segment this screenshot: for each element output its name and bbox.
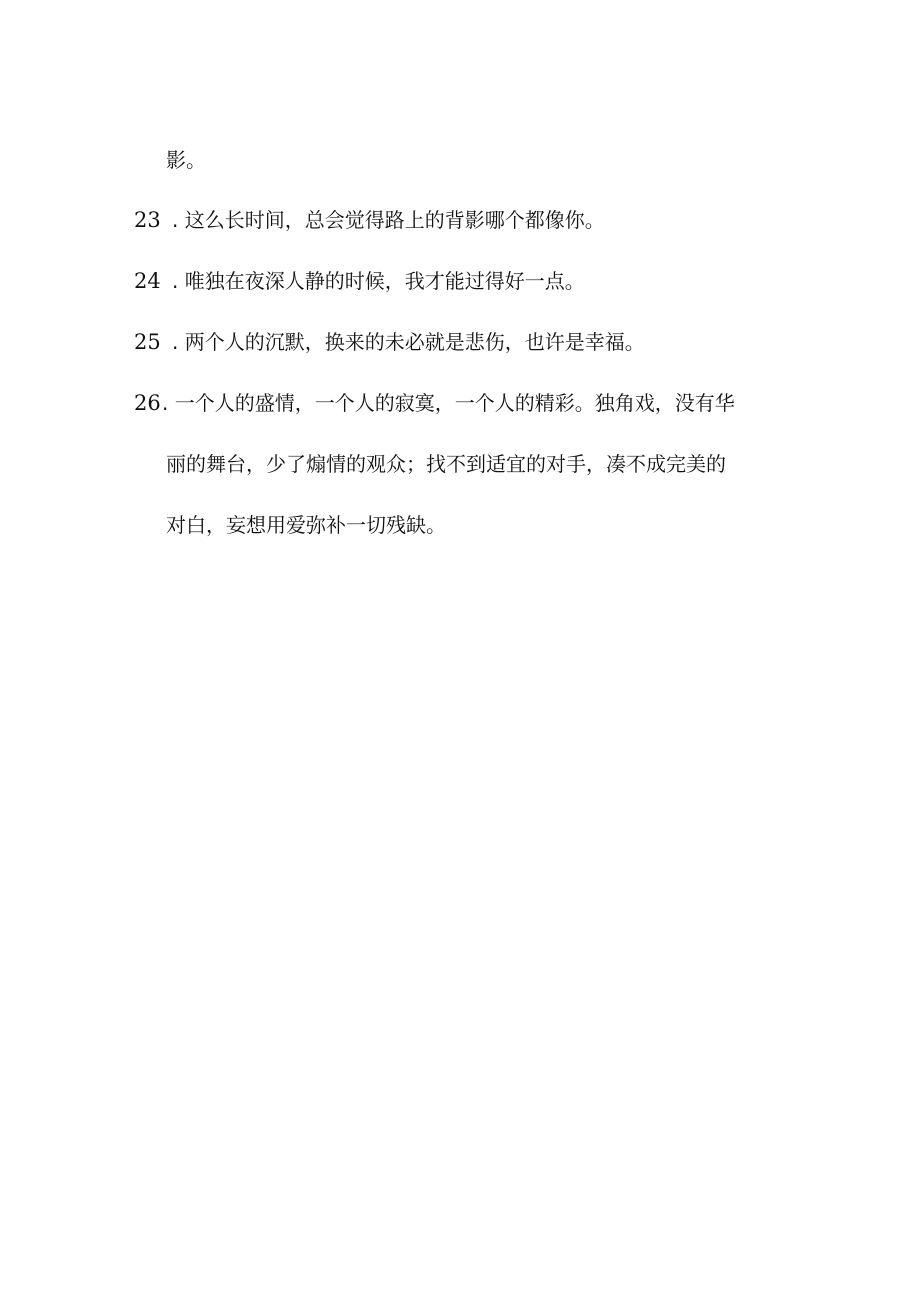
list-item-26-continuation bbox=[0, 444, 920, 484]
list-item-26 bbox=[0, 383, 920, 423]
item-text: . 这么长时间，总会觉得路上的背影哪个都像你。 bbox=[172, 208, 605, 232]
item-number: 26 bbox=[134, 391, 161, 415]
paragraph-continuation bbox=[0, 140, 920, 180]
list-item-24 bbox=[0, 261, 920, 301]
list-item-25 bbox=[0, 322, 920, 362]
list-item-26-continuation bbox=[0, 505, 920, 545]
item-text: 丽的舞台，少了煽情的观众；找不到适宜的对手，凑不成完美的 bbox=[166, 452, 726, 476]
item-text: . 两个人的沉默，换来的未必就是悲伤，也许是幸福。 bbox=[172, 330, 645, 354]
item-text: . 一个人的盛情，一个人的寂寞，一个人的精彩。独角戏，没有华 bbox=[162, 391, 735, 415]
paragraph-text: 影。 bbox=[166, 148, 206, 172]
list-item-23 bbox=[0, 200, 920, 240]
item-number: 25 bbox=[134, 330, 161, 354]
item-number: 24 bbox=[134, 269, 161, 293]
item-text: 对白，妄想用爱弥补一切残缺。 bbox=[166, 513, 446, 537]
item-number: 23 bbox=[134, 208, 161, 232]
item-text: . 唯独在夜深人静的时候，我才能过得好一点。 bbox=[172, 269, 585, 293]
